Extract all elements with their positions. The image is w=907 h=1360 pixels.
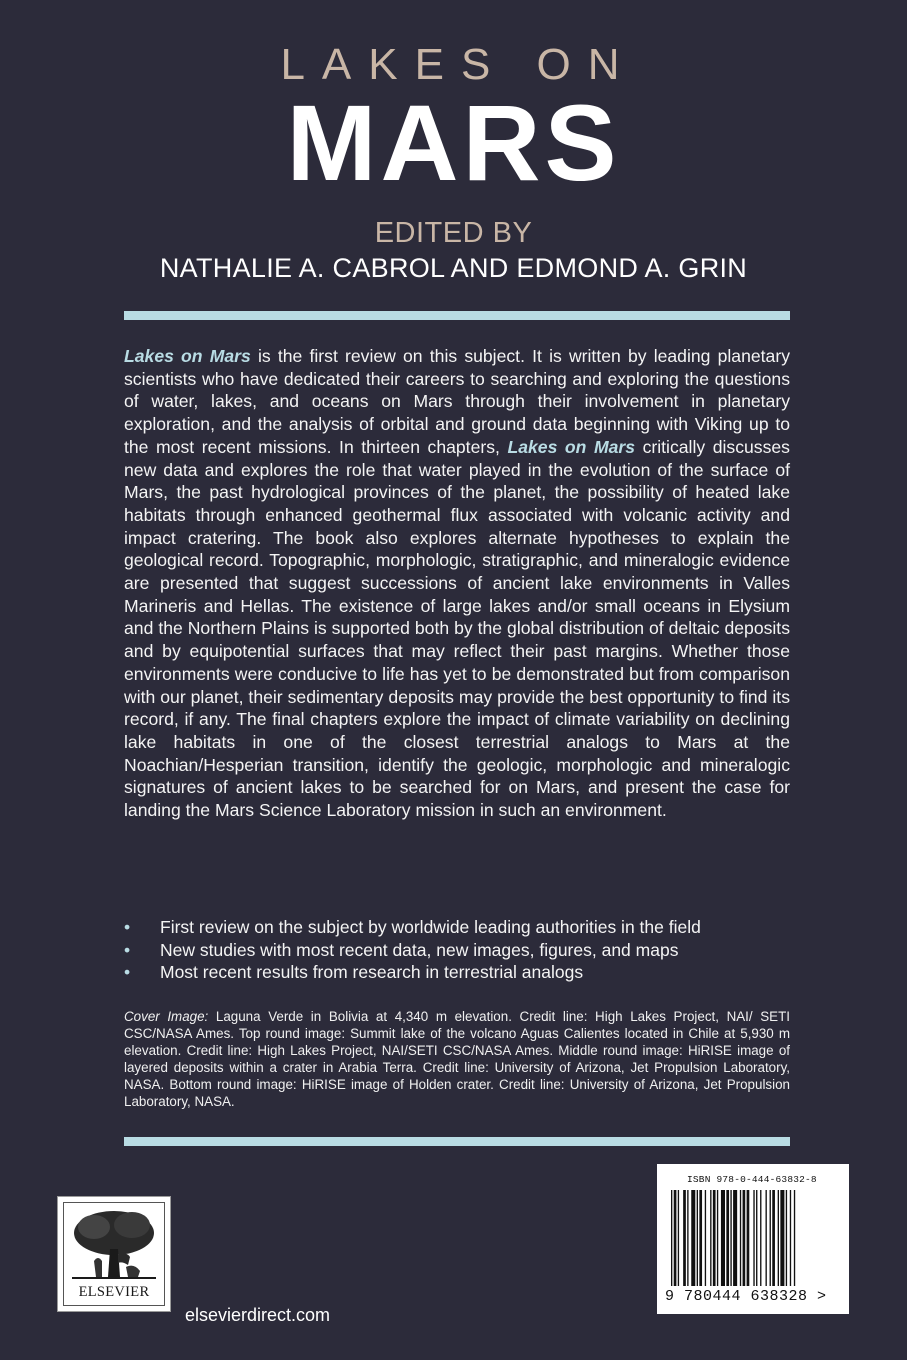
- feature-list: [124, 916, 804, 984]
- credits-lead: Cover Image:: [124, 1009, 209, 1024]
- list-item: [124, 916, 804, 939]
- barcode-digits: 9 780444 638328 >: [665, 1288, 827, 1305]
- series-title: LAKES ON: [280, 40, 637, 89]
- list-item-text: First review on the subject by worldwide leading authorities in the field: [160, 917, 701, 937]
- title-emphasis: Lakes on Mars: [124, 346, 251, 366]
- bullet-icon: •: [124, 962, 131, 982]
- tree-icon: [64, 1205, 164, 1285]
- list-item: [124, 961, 804, 984]
- bullet-icon: •: [124, 939, 131, 960]
- description-text: critically discusses new data and explores the role that water played in the evolution of the surface of Mars, the past hydrological provinces of the planet, the possibility of heated lake habitats through enhanced geothermal flux associated with volcanic activity and impact cratering. The book also explores alternate hypotheses to explain the geological record. Topographic, morphologic, stratigraphic, and mineralogic evidence are presented that suggest successions of ancient lake environments in Valles Marineris and Hellas. The existence of large lakes and/or small oceans in Elysium and the Northern Plains is supported both by the global distribution of deltaic deposits and by equipotential surfaces that may reflect their past margins. Whether those environments were conducive to life has yet to be demonstrated but from comparison with our planet, their sedimentary deposits may provide the best opportunity to find its record, if any. The final chapters explore the impact of climate variability on declining lake habitats in one of the closest terrestrial analogs to Mars at the Noachian/Hesperian transition, identify the geologic, morphologic and mineralogic signatures of ancient lakes to be searched for on Mars, and present the case for landing the Mars Science Laboratory mission in such an environment.: [124, 436, 790, 821]
- barcode-icon: [671, 1190, 843, 1286]
- book-description: [124, 345, 790, 822]
- publisher-name: ELSEVIER: [78, 1284, 150, 1300]
- description-text: is the first review on this subject. It is written by leading planetary scientists who have dedicated their careers to searching and exploring the questions of water, lakes, and oceans on Mars through their involvement in planetary exploration, and the analysis of orbital and ground data beginning with Viking up to the most recent missions. In thirteen chapters,: [124, 346, 790, 457]
- list-item: [124, 939, 804, 962]
- barcode-panel: [657, 1164, 849, 1314]
- edited-by-label: EDITED BY: [374, 217, 533, 249]
- bottom-divider: [124, 1137, 790, 1146]
- credits-text: Laguna Verde in Bolivia at 4,340 m elevation. Credit line: High Lakes Project, NAI/ SETI CSC/NASA Ames. Top round image: Summit lake of the volcano Aguas Calientes located in Chile at 5,930 m elevation. Credit line: High Lakes Project, NAI/SETI CSC/NASA Ames. Middle round image: HiRISE image of layered deposits within a crater in Arabia Terra. Credit line: University of Arizona, Jet Propulsion Laboratory, NASA. Bottom round image: HiRISE image of Holden crater. Credit line: University of Arizona, Jet Propulsion Laboratory, NASA.: [124, 1009, 790, 1109]
- bullet-icon: •: [124, 917, 131, 937]
- isbn-label: ISBN 978-0-444-63832-8: [687, 1174, 817, 1185]
- title-emphasis: Lakes on Mars: [507, 436, 636, 457]
- editors-names: NATHALIE A. CABROL AND EDMOND A. GRIN: [159, 253, 748, 283]
- book-title: MARS: [286, 82, 621, 203]
- list-item-text: New studies with most recent data, new images, figures, and maps: [160, 939, 679, 960]
- image-credits: [124, 1008, 790, 1110]
- publisher-logo: [57, 1196, 171, 1312]
- publisher-website[interactable]: elsevierdirect.com: [185, 1305, 331, 1325]
- top-divider: [124, 311, 790, 320]
- list-item-text: Most recent results from research in terrestrial analogs: [160, 962, 584, 982]
